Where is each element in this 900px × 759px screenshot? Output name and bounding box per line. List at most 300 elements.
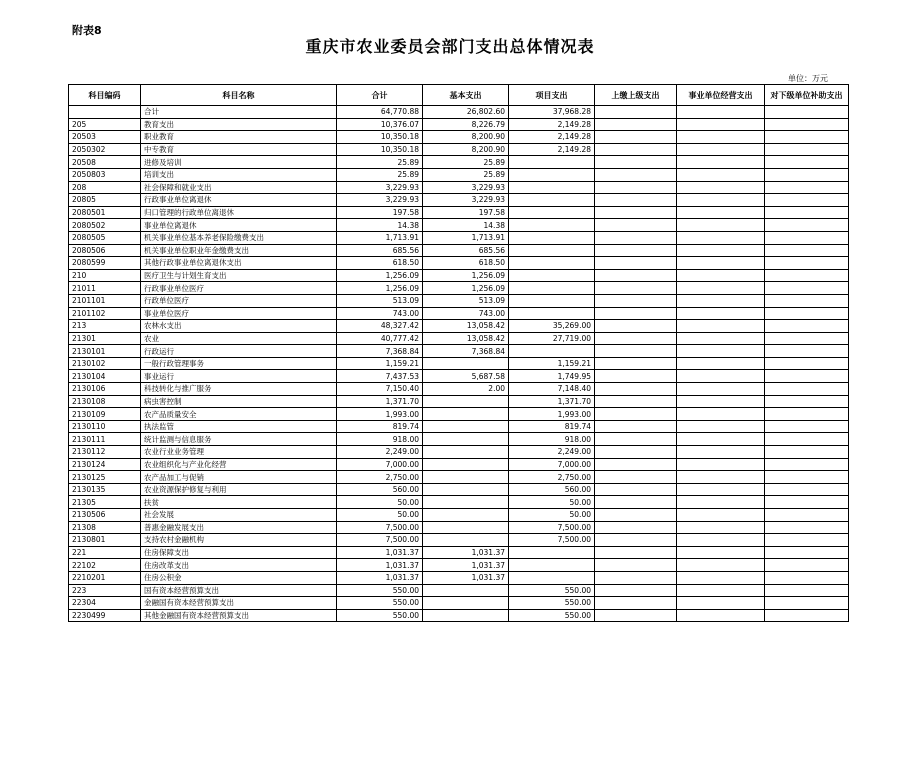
cell-code: 2050302	[69, 143, 141, 156]
header-remit: 上缴上级支出	[595, 85, 677, 106]
cell-subsidy	[765, 609, 849, 622]
cell-total: 14.38	[337, 219, 423, 232]
unit-label: 单位：万元	[788, 74, 828, 83]
cell-subsidy	[765, 257, 849, 270]
cell-name: 农业行业业务管理	[141, 446, 337, 459]
cell-code: 2130104	[69, 370, 141, 383]
cell-project: 7,500.00	[509, 534, 595, 547]
cell-basic	[423, 509, 509, 522]
cell-name: 培训支出	[141, 168, 337, 181]
cell-business	[677, 496, 765, 509]
cell-basic	[423, 597, 509, 610]
cell-business	[677, 269, 765, 282]
table-row	[69, 383, 849, 396]
cell-remit	[595, 483, 677, 496]
header-business: 事业单位经营支出	[677, 85, 765, 106]
cell-total: 7,150.40	[337, 383, 423, 396]
cell-project: 1,749.95	[509, 370, 595, 383]
cell-code: 2080501	[69, 206, 141, 219]
table-row	[69, 534, 849, 547]
table-row	[69, 357, 849, 370]
cell-name: 社会保障和就业支出	[141, 181, 337, 194]
cell-project: 2,149.28	[509, 143, 595, 156]
cell-total: 1,031.37	[337, 571, 423, 584]
cell-project: 1,159.21	[509, 357, 595, 370]
cell-project	[509, 307, 595, 320]
cell-project: 550.00	[509, 584, 595, 597]
cell-code: 2080505	[69, 231, 141, 244]
table-row	[69, 231, 849, 244]
cell-basic	[423, 408, 509, 421]
cell-business	[677, 156, 765, 169]
cell-subsidy	[765, 143, 849, 156]
cell-total: 1,031.37	[337, 546, 423, 559]
cell-basic	[423, 357, 509, 370]
cell-business	[677, 383, 765, 396]
cell-code: 20508	[69, 156, 141, 169]
cell-business	[677, 446, 765, 459]
cell-subsidy	[765, 168, 849, 181]
cell-remit	[595, 231, 677, 244]
cell-subsidy	[765, 357, 849, 370]
cell-total: 1,256.09	[337, 282, 423, 295]
cell-subsidy	[765, 320, 849, 333]
cell-subsidy	[765, 546, 849, 559]
cell-code: 2130111	[69, 433, 141, 446]
cell-business	[677, 571, 765, 584]
cell-name: 农产品加工与促销	[141, 471, 337, 484]
cell-subsidy	[765, 118, 849, 131]
cell-project	[509, 559, 595, 572]
cell-code: 2101102	[69, 307, 141, 320]
cell-basic: 197.58	[423, 206, 509, 219]
cell-total: 3,229.93	[337, 181, 423, 194]
cell-basic: 8,200.90	[423, 131, 509, 144]
cell-remit	[595, 395, 677, 408]
cell-name: 一般行政管理事务	[141, 357, 337, 370]
cell-basic: 1,031.37	[423, 546, 509, 559]
table-row	[69, 509, 849, 522]
cell-basic	[423, 446, 509, 459]
cell-business	[677, 458, 765, 471]
cell-basic: 7,368.84	[423, 345, 509, 358]
cell-remit	[595, 609, 677, 622]
cell-business	[677, 433, 765, 446]
cell-project	[509, 269, 595, 282]
cell-business	[677, 370, 765, 383]
cell-basic: 5,687.58	[423, 370, 509, 383]
cell-code: 2050803	[69, 168, 141, 181]
cell-total: 50.00	[337, 509, 423, 522]
cell-business	[677, 181, 765, 194]
cell-code: 2101101	[69, 294, 141, 307]
cell-project	[509, 156, 595, 169]
cell-project	[509, 181, 595, 194]
cell-remit	[595, 168, 677, 181]
cell-name: 职业教育	[141, 131, 337, 144]
cell-project	[509, 282, 595, 295]
cell-subsidy	[765, 458, 849, 471]
cell-name: 机关事业单位基本养老保险缴费支出	[141, 231, 337, 244]
cell-name: 行政运行	[141, 345, 337, 358]
table-row	[69, 194, 849, 207]
cell-basic	[423, 609, 509, 622]
cell-subsidy	[765, 231, 849, 244]
cell-remit	[595, 320, 677, 333]
cell-project: 560.00	[509, 483, 595, 496]
cell-code: 213	[69, 320, 141, 333]
cell-name: 其他金融国有资本经营预算支出	[141, 609, 337, 622]
cell-subsidy	[765, 483, 849, 496]
cell-business	[677, 294, 765, 307]
cell-name: 农业资源保护修复与利用	[141, 483, 337, 496]
cell-total: 7,437.53	[337, 370, 423, 383]
cell-name: 行政单位医疗	[141, 294, 337, 307]
cell-total: 918.00	[337, 433, 423, 446]
cell-subsidy	[765, 206, 849, 219]
cell-total: 2,750.00	[337, 471, 423, 484]
cell-total: 40,777.42	[337, 332, 423, 345]
cell-subsidy	[765, 370, 849, 383]
cell-code: 2080502	[69, 219, 141, 232]
cell-remit	[595, 357, 677, 370]
cell-code: 21011	[69, 282, 141, 295]
cell-remit	[595, 219, 677, 232]
cell-project: 27,719.00	[509, 332, 595, 345]
table-row	[69, 420, 849, 433]
cell-remit	[595, 433, 677, 446]
cell-business	[677, 206, 765, 219]
cell-name: 病虫害控制	[141, 395, 337, 408]
table-row	[69, 433, 849, 446]
cell-project	[509, 345, 595, 358]
cell-business	[677, 597, 765, 610]
table-row	[69, 395, 849, 408]
cell-name: 合计	[141, 106, 337, 119]
cell-name: 行政事业单位医疗	[141, 282, 337, 295]
table-row	[69, 269, 849, 282]
cell-subsidy	[765, 156, 849, 169]
cell-total: 48,327.42	[337, 320, 423, 333]
cell-name: 统计监测与信息服务	[141, 433, 337, 446]
attachment-label: 附表8	[72, 24, 102, 37]
table-row	[69, 143, 849, 156]
cell-code: 205	[69, 118, 141, 131]
cell-subsidy	[765, 571, 849, 584]
cell-total: 2,249.00	[337, 446, 423, 459]
cell-remit	[595, 131, 677, 144]
cell-total: 743.00	[337, 307, 423, 320]
cell-remit	[595, 156, 677, 169]
cell-remit	[595, 571, 677, 584]
cell-total: 819.74	[337, 420, 423, 433]
cell-code: 2130801	[69, 534, 141, 547]
cell-basic	[423, 483, 509, 496]
header-project: 项目支出	[509, 85, 595, 106]
cell-basic: 618.50	[423, 257, 509, 270]
table-row	[69, 584, 849, 597]
cell-subsidy	[765, 307, 849, 320]
cell-remit	[595, 345, 677, 358]
cell-remit	[595, 584, 677, 597]
cell-subsidy	[765, 194, 849, 207]
cell-name: 农业	[141, 332, 337, 345]
cell-total: 1,256.09	[337, 269, 423, 282]
cell-remit	[595, 420, 677, 433]
expenditure-table	[68, 84, 849, 622]
cell-business	[677, 609, 765, 622]
cell-total: 513.09	[337, 294, 423, 307]
cell-code: 221	[69, 546, 141, 559]
cell-project	[509, 294, 595, 307]
cell-name: 农产品质量安全	[141, 408, 337, 421]
cell-name: 农林水支出	[141, 320, 337, 333]
cell-subsidy	[765, 345, 849, 358]
cell-business	[677, 357, 765, 370]
cell-total: 1,159.21	[337, 357, 423, 370]
cell-subsidy	[765, 471, 849, 484]
cell-subsidy	[765, 294, 849, 307]
table-row	[69, 521, 849, 534]
cell-total: 64,770.88	[337, 106, 423, 119]
cell-remit	[595, 206, 677, 219]
cell-project: 50.00	[509, 509, 595, 522]
cell-basic: 513.09	[423, 294, 509, 307]
cell-business	[677, 345, 765, 358]
cell-business	[677, 131, 765, 144]
cell-project	[509, 219, 595, 232]
cell-project	[509, 257, 595, 270]
table-row	[69, 571, 849, 584]
cell-remit	[595, 471, 677, 484]
cell-total: 618.50	[337, 257, 423, 270]
cell-project	[509, 231, 595, 244]
cell-name: 执法监管	[141, 420, 337, 433]
cell-code: 2130106	[69, 383, 141, 396]
cell-business	[677, 219, 765, 232]
cell-total: 10,376.07	[337, 118, 423, 131]
cell-code: 2130135	[69, 483, 141, 496]
cell-subsidy	[765, 509, 849, 522]
cell-basic	[423, 584, 509, 597]
cell-total: 1,371.70	[337, 395, 423, 408]
cell-project: 2,149.28	[509, 131, 595, 144]
cell-total: 550.00	[337, 609, 423, 622]
cell-basic: 743.00	[423, 307, 509, 320]
table-row	[69, 320, 849, 333]
cell-code	[69, 106, 141, 119]
cell-code: 2130124	[69, 458, 141, 471]
cell-name: 金融国有资本经营预算支出	[141, 597, 337, 610]
cell-basic: 1,713.91	[423, 231, 509, 244]
table-row	[69, 446, 849, 459]
cell-basic	[423, 534, 509, 547]
cell-code: 2130125	[69, 471, 141, 484]
cell-remit	[595, 370, 677, 383]
cell-project: 7,148.40	[509, 383, 595, 396]
cell-total: 10,350.18	[337, 143, 423, 156]
cell-business	[677, 483, 765, 496]
table-row	[69, 370, 849, 383]
cell-total: 1,993.00	[337, 408, 423, 421]
cell-project: 35,269.00	[509, 320, 595, 333]
cell-remit	[595, 143, 677, 156]
table-row	[69, 106, 849, 119]
cell-name: 农业组织化与产业化经营	[141, 458, 337, 471]
cell-remit	[595, 307, 677, 320]
cell-total: 25.89	[337, 168, 423, 181]
cell-subsidy	[765, 433, 849, 446]
table-row	[69, 332, 849, 345]
cell-total: 550.00	[337, 597, 423, 610]
cell-remit	[595, 118, 677, 131]
cell-code: 22304	[69, 597, 141, 610]
table-row	[69, 294, 849, 307]
cell-total: 560.00	[337, 483, 423, 496]
cell-total: 3,229.93	[337, 194, 423, 207]
table-row	[69, 118, 849, 131]
cell-total: 7,500.00	[337, 521, 423, 534]
cell-project: 50.00	[509, 496, 595, 509]
cell-project	[509, 168, 595, 181]
cell-code: 2130109	[69, 408, 141, 421]
cell-name: 社会发展	[141, 509, 337, 522]
cell-business	[677, 307, 765, 320]
cell-remit	[595, 181, 677, 194]
cell-total: 10,350.18	[337, 131, 423, 144]
cell-business	[677, 471, 765, 484]
cell-name: 支持农村金融机构	[141, 534, 337, 547]
table-row	[69, 408, 849, 421]
cell-basic	[423, 458, 509, 471]
cell-remit	[595, 559, 677, 572]
cell-basic	[423, 471, 509, 484]
cell-name: 国有资本经营预算支出	[141, 584, 337, 597]
cell-basic	[423, 521, 509, 534]
cell-subsidy	[765, 383, 849, 396]
cell-business	[677, 534, 765, 547]
cell-total: 1,031.37	[337, 559, 423, 572]
cell-business	[677, 282, 765, 295]
cell-business	[677, 320, 765, 333]
cell-remit	[595, 446, 677, 459]
cell-business	[677, 244, 765, 257]
table-row	[69, 471, 849, 484]
cell-remit	[595, 521, 677, 534]
cell-project: 2,149.28	[509, 118, 595, 131]
cell-name: 医疗卫生与计划生育支出	[141, 269, 337, 282]
cell-basic: 1,256.09	[423, 282, 509, 295]
cell-project: 819.74	[509, 420, 595, 433]
cell-name: 进修及培训	[141, 156, 337, 169]
cell-total: 1,713.91	[337, 231, 423, 244]
cell-total: 7,000.00	[337, 458, 423, 471]
cell-business	[677, 106, 765, 119]
cell-subsidy	[765, 446, 849, 459]
cell-name: 事业单位离退休	[141, 219, 337, 232]
cell-project: 550.00	[509, 609, 595, 622]
cell-project	[509, 194, 595, 207]
cell-project: 37,968.28	[509, 106, 595, 119]
cell-name: 机关事业单位职业年金缴费支出	[141, 244, 337, 257]
cell-total: 25.89	[337, 156, 423, 169]
cell-subsidy	[765, 496, 849, 509]
cell-project: 2,249.00	[509, 446, 595, 459]
table-row	[69, 458, 849, 471]
cell-subsidy	[765, 420, 849, 433]
cell-code: 2130112	[69, 446, 141, 459]
cell-business	[677, 168, 765, 181]
cell-code: 2080506	[69, 244, 141, 257]
cell-remit	[595, 546, 677, 559]
cell-code: 223	[69, 584, 141, 597]
cell-basic: 26,802.60	[423, 106, 509, 119]
cell-basic: 8,226.79	[423, 118, 509, 131]
cell-remit	[595, 194, 677, 207]
cell-code: 20503	[69, 131, 141, 144]
cell-basic: 13,058.42	[423, 320, 509, 333]
cell-remit	[595, 496, 677, 509]
cell-basic	[423, 395, 509, 408]
cell-business	[677, 521, 765, 534]
cell-business	[677, 584, 765, 597]
table-row	[69, 244, 849, 257]
cell-total: 685.56	[337, 244, 423, 257]
cell-name: 住房公积金	[141, 571, 337, 584]
cell-code: 2130101	[69, 345, 141, 358]
cell-business	[677, 194, 765, 207]
cell-basic: 8,200.90	[423, 143, 509, 156]
cell-remit	[595, 597, 677, 610]
table-row	[69, 307, 849, 320]
table-row	[69, 181, 849, 194]
cell-name: 教育支出	[141, 118, 337, 131]
header-subsidy: 对下级单位补助支出	[765, 85, 849, 106]
cell-name: 中专教育	[141, 143, 337, 156]
cell-subsidy	[765, 106, 849, 119]
cell-business	[677, 408, 765, 421]
cell-subsidy	[765, 131, 849, 144]
page-title: 重庆市农业委员会部门支出总体情况表	[305, 37, 595, 56]
cell-subsidy	[765, 559, 849, 572]
cell-basic: 13,058.42	[423, 332, 509, 345]
cell-total: 550.00	[337, 584, 423, 597]
table-row	[69, 609, 849, 622]
cell-name: 住房改革支出	[141, 559, 337, 572]
cell-total: 197.58	[337, 206, 423, 219]
table-header-row	[69, 85, 849, 106]
cell-remit	[595, 282, 677, 295]
cell-basic: 3,229.93	[423, 181, 509, 194]
cell-basic: 1,031.37	[423, 559, 509, 572]
cell-project: 7,000.00	[509, 458, 595, 471]
table-row	[69, 546, 849, 559]
cell-subsidy	[765, 408, 849, 421]
table-body	[69, 106, 849, 622]
cell-basic	[423, 433, 509, 446]
header-name: 科目名称	[141, 85, 337, 106]
cell-subsidy	[765, 534, 849, 547]
cell-code: 210	[69, 269, 141, 282]
cell-project: 2,750.00	[509, 471, 595, 484]
table-row	[69, 559, 849, 572]
cell-name: 行政事业单位离退休	[141, 194, 337, 207]
cell-project: 1,371.70	[509, 395, 595, 408]
table-row	[69, 483, 849, 496]
cell-remit	[595, 534, 677, 547]
cell-remit	[595, 458, 677, 471]
cell-name: 其他行政事业单位离退休支出	[141, 257, 337, 270]
